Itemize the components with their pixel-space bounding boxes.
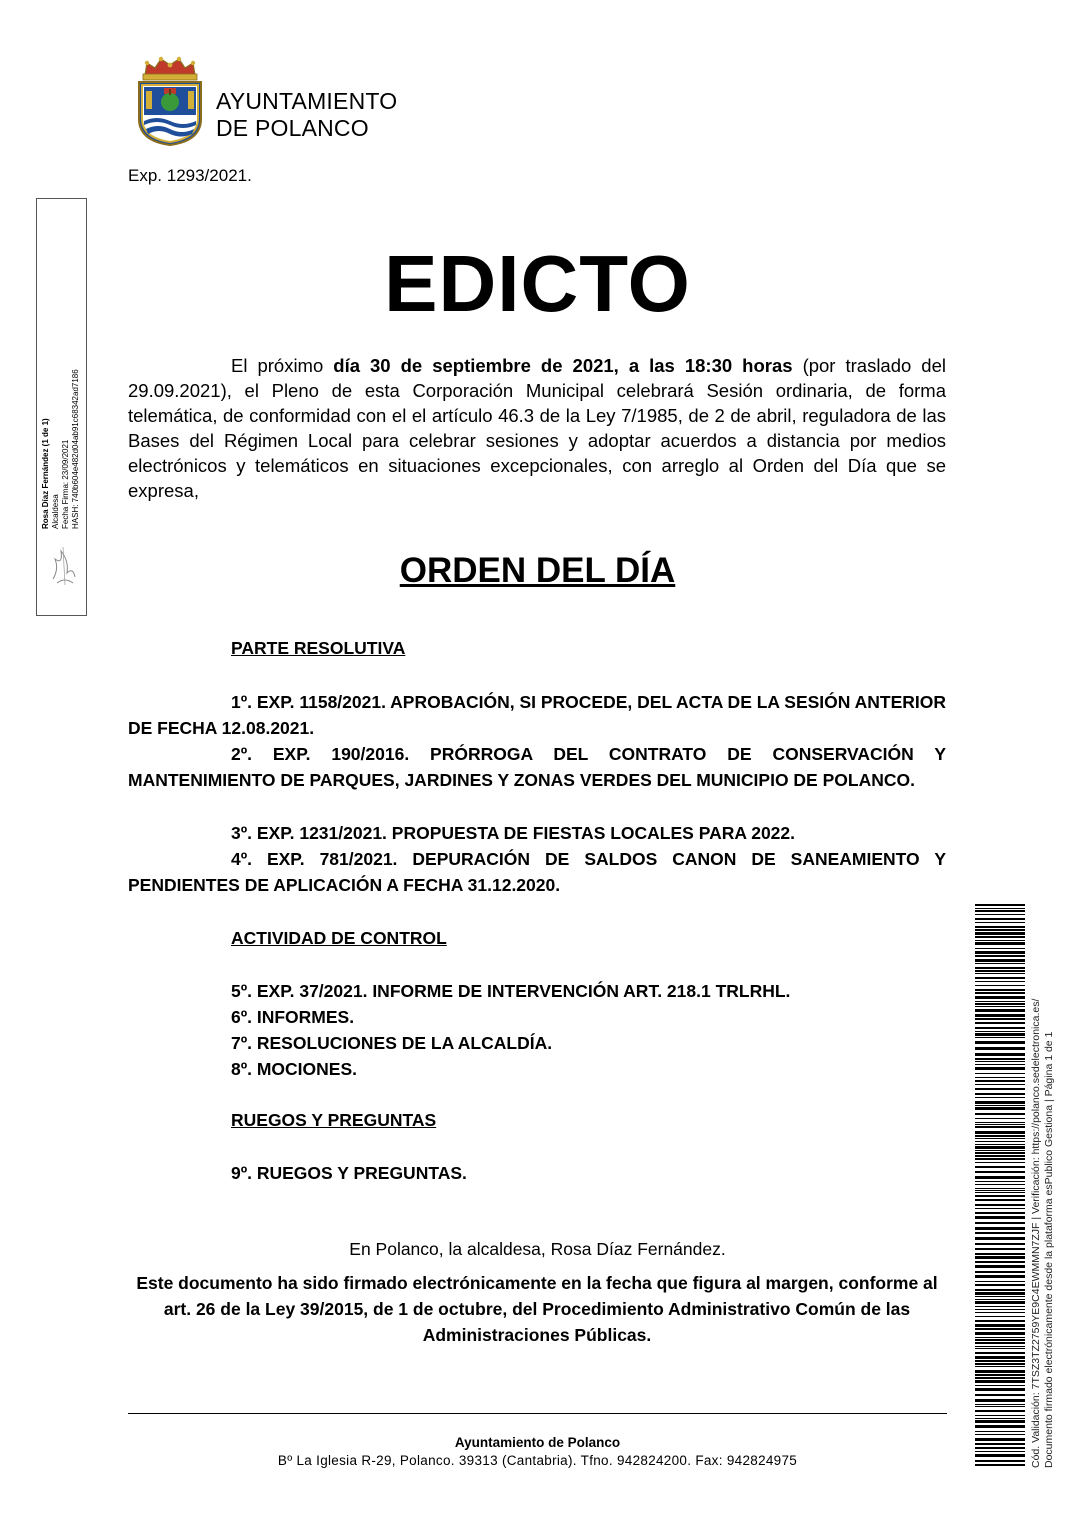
agenda-item-2: 2º. EXP. 190/2016. PRÓRROGA DEL CONTRATO DE CONSERVACIÓN Y MANTENIMIENTO DE PARQUES, JARDINES Y ZONAS VERDES DEL MUNICIPIO DE POLANCO. [128, 744, 946, 790]
document-title: EDICTO [384, 239, 691, 328]
verification-text [1030, 868, 1056, 1468]
barcode-icon [975, 904, 1025, 1468]
org-name-line2: DE POLANCO [216, 115, 369, 141]
signature-date: Fecha Firma: 23/09/2021 [61, 439, 70, 529]
agenda-item-6: 6º. INFORMES. [231, 1007, 355, 1027]
intro-rest: (por traslado del 29.09.2021), el Pleno de esta Corporación Municipal celebrará Sesión ordinaria, de forma telemática, de conformidad con el el artículo 46.3 de la Ley 7/1985, de 2 de abril, reguladora de las Bases del Régimen Local para celebrar sesiones y adoptar acuerdos a distancia por medios electrónicos y telemáticos en situaciones excepcionales, con arreglo al Orden del Día que se expresa, [128, 355, 946, 501]
signature-hash: HASH: 740b604e482d04ab91c68342ad7186 [71, 369, 80, 529]
agenda-item-7: 7º. RESOLUCIONES DE LA ALCALDÍA. [231, 1033, 553, 1053]
expediente-number: Exp. 1293/2021. [128, 166, 252, 185]
footer-divider [128, 1413, 947, 1414]
intro-paragraph [128, 353, 946, 503]
agenda-item-9: 9º. RUEGOS Y PREGUNTAS. [231, 1163, 467, 1183]
section-parte-resolutiva: PARTE RESOLUTIVA [231, 638, 406, 658]
signer-role: Alcaldesa [51, 494, 60, 529]
footer-organization: Ayuntamiento de Polanco [454, 1435, 621, 1450]
coat-of-arms-icon [131, 55, 209, 147]
agenda-item-5: 5º. EXP. 37/2021. INFORME DE INTERVENCIÓN ART. 218.1 TRLRHL. [231, 981, 791, 1001]
agenda-item-4: 4º. EXP. 781/2021. DEPURACIÓN DE SALDOS CANON DE SANEAMIENTO Y PENDIENTES DE APLICACIÓN A FECHA 31.12.2020. [128, 849, 946, 895]
agenda-item-8: 8º. MOCIONES. [231, 1059, 357, 1079]
signer-name: Rosa Díaz Fernández (1 de 1) [41, 418, 50, 529]
orden-del-dia-heading: ORDEN DEL DÍA [399, 551, 676, 590]
verification-line1: Cód. Validación: 7TSZ3TZ2759YE9C4EWMMN7ZJF | Verificación: https://polanco.sedelectronica.es/ [1030, 998, 1042, 1468]
section-ruegos-y-preguntas: RUEGOS Y PREGUNTAS [231, 1110, 437, 1130]
agenda-item-1: 1º. EXP. 1158/2021. APROBACIÓN, SI PROCEDE, DEL ACTA DE LA SESIÓN ANTERIOR DE FECHA 12.08.2021. [128, 692, 946, 738]
intro-lead: El próximo [231, 355, 334, 376]
org-name-line1: AYUNTAMIENTO [216, 88, 398, 114]
footer-address: Bº La Iglesia R-29, Polanco. 39313 (Cantabria). Tfno. 942824200. Fax: 942824975 [277, 1453, 798, 1468]
section-actividad-de-control: ACTIVIDAD DE CONTROL [231, 928, 447, 948]
electronic-signature-note: Este documento ha sido firmado electrónicamente en la fecha que figura al margen, conforme al art. 26 de la Ley 39/2015, de 1 de octubre, del Procedimiento Administrativo Común de las Administraciones Públicas. [136, 1273, 938, 1345]
intro-date-time: día 30 de septiembre de 2021, a las 18:30 horas [333, 355, 793, 376]
verification-line2: Documento firmado electrónicamente desde la plataforma esPublico Gestiona | Página 1 de 1 [1043, 1031, 1055, 1468]
agenda-item-3: 3º. EXP. 1231/2021. PROPUESTA DE FIESTAS LOCALES PARA 2022. [231, 823, 795, 843]
organization-name [216, 88, 397, 142]
closing-line: En Polanco, la alcaldesa, Rosa Díaz Fernández. [349, 1239, 726, 1259]
